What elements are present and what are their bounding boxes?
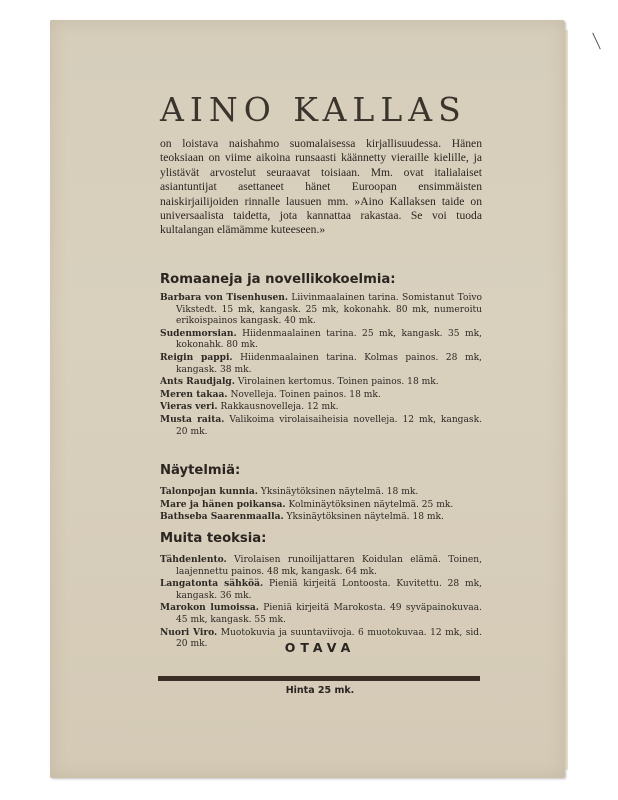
- section-heading-other-works: Muita teoksia:: [160, 531, 267, 546]
- list-item: [160, 499, 482, 512]
- entry-desc: Virolaisen runoilijattaren Koidulan elämä. Toinen, laajennettu painos. 48 mk, kangask. 64 mk.: [176, 555, 482, 577]
- entry-title: Sudenmorsian.: [160, 327, 237, 339]
- entry-title: Reigin pappi.: [160, 351, 233, 363]
- entry-desc: Novelleja. Toinen painos. 18 mk.: [230, 389, 381, 400]
- entry-desc: Pieniä kirjeitä Lontoosta. Kuvitettu. 28 mk, kangask. 36 mk.: [176, 579, 482, 601]
- list-item: [160, 401, 482, 414]
- section-heading-plays: Näytelmiä:: [160, 463, 241, 478]
- entry-title: Vieras veri.: [160, 401, 218, 413]
- entry-desc: Liivinmaalainen tarina. Somistanut Toivo Vikstedt. 15 mk, kangask. 25 mk, kokonahk. 80 mk, numeroitu erikoispainos kangask. 40 mk.: [176, 293, 482, 327]
- list-item: [160, 389, 482, 402]
- plays-list: [160, 486, 482, 524]
- other-works-list: [160, 554, 482, 651]
- horizontal-rule: [158, 676, 480, 681]
- entry-title: Ants Raudjalg.: [160, 376, 235, 388]
- book-back-cover: [50, 20, 565, 778]
- entry-desc: Rakkausnovelleja. 12 mk.: [220, 402, 339, 413]
- entry-title: Langatonta sähköä.: [160, 578, 264, 590]
- entry-desc: Valikoima virolaisaiheisia novelleja. 12 mk, kangask. 20 mk.: [176, 414, 482, 437]
- entry-desc: Yksinäytöksinen näytelmä. 18 mk.: [260, 487, 419, 497]
- entry-desc: Virolainen kertomus. Toinen painos. 18 mk.: [237, 377, 439, 388]
- entry-title: Marokon lumoissa.: [160, 602, 259, 614]
- entry-desc: Hiidenmaalainen tarina. 25 mk, kangask. 35 mk, kokonahk. 80 mk.: [176, 328, 482, 351]
- list-item: [160, 414, 482, 438]
- entry-desc: Kolminäytöksinen näytelmä. 25 mk.: [288, 499, 454, 510]
- price-label: Hinta 25 mk.: [285, 685, 355, 696]
- list-item: [160, 578, 482, 602]
- entry-title: Mare ja hänen poikansa.: [160, 498, 286, 510]
- list-item: [160, 376, 482, 389]
- page-corner-mark: [592, 33, 601, 50]
- entry-title: Barbara von Tisenhusen.: [160, 292, 289, 303]
- entry-title: Tähdenlento.: [160, 554, 227, 565]
- list-item: [160, 486, 482, 499]
- entry-title: Nuori Viro.: [160, 626, 218, 638]
- intro-paragraph: on loistava naishahmo suomalaisessa kirjallisuudessa. Hänen teoksiaan on viime aikoina runsaasti käännetty vieraille kielille, ja ylistävät arvostelut seuraavat toisiaan. Mm. ovat italialaiset asiantuntijat asettaneet hänet Euroopan ensimmäisten naiskirjailijoiden rinnalle lausuen mm. »Aino Kallaksen taide on universaalista taidetta, jota kannattaa rakastaa. Se voi tuoda kultalangan elämämme kuteeseen.»: [160, 137, 482, 237]
- list-item: [160, 292, 482, 328]
- entry-title: Meren takaa.: [160, 388, 228, 400]
- entry-title: Bathseba Saarenmaalla.: [160, 511, 284, 523]
- entry-desc: Pieniä kirjeitä Marokosta. 49 syväpainokuvaa. 45 mk, kangask. 55 mk.: [176, 603, 482, 625]
- author-title: AINO KALLAS: [160, 90, 467, 129]
- list-item: [160, 554, 482, 578]
- publisher-name: OTAVA: [284, 640, 356, 655]
- list-item: [160, 352, 482, 376]
- entry-desc: Muotokuvia ja suuntaviivoja. 6 muotokuvaa. 12 mk, sid. 20 mk.: [176, 627, 482, 650]
- entry-desc: Hiidenmaalainen tarina. Kolmas painos. 28 mk, kangask. 38 mk.: [176, 352, 482, 375]
- list-item: [160, 328, 482, 352]
- section-heading-novels: Romaaneja ja novellikokoelmia:: [160, 272, 396, 287]
- list-item: [160, 602, 482, 626]
- entry-title: Musta raita.: [160, 413, 225, 425]
- entry-title: Talonpojan kunnia.: [160, 486, 258, 497]
- entry-desc: Yksinäytöksinen näytelmä. 18 mk.: [286, 512, 444, 523]
- novels-list: [160, 292, 482, 438]
- list-item: [160, 511, 482, 524]
